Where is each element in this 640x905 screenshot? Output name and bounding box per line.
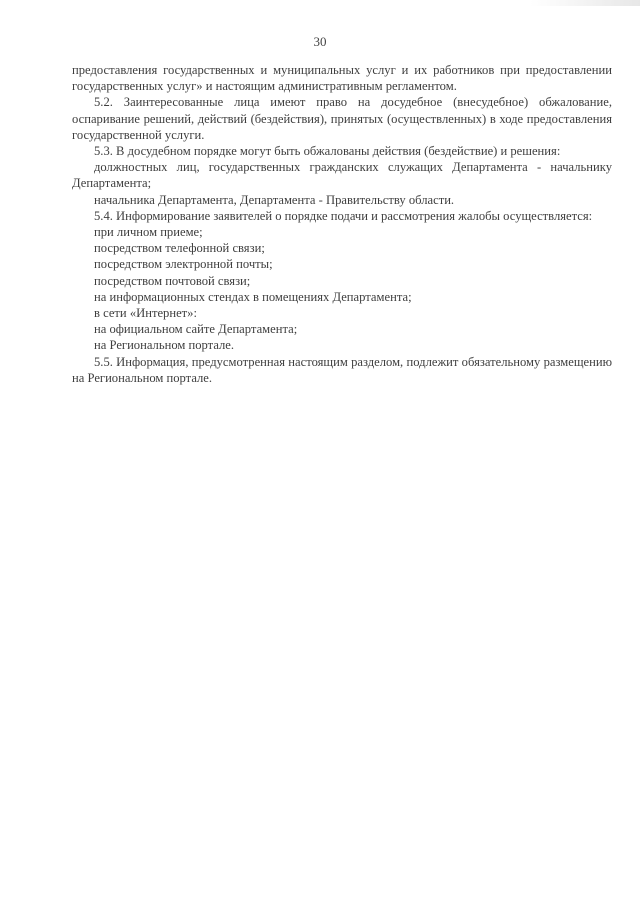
list-item: на Региональном портале.: [94, 338, 235, 353]
list-item: посредством телефонной связи;: [94, 241, 265, 256]
paragraph-5-3-item-officials: должностных лиц, государственных гражданских служащих Департамента - начальнику Департамента;: [72, 160, 612, 191]
list-item: при личном приеме;: [94, 225, 203, 240]
page-number: 30: [313, 34, 327, 49]
paragraph-5-3-item-head: начальника Департамента, Департамента - Правительству области.: [94, 192, 455, 207]
paragraph-continuation: предоставления государственных и муниципальных услуг и их работников при предоставлении государственных услуг» и настоящим административным регламентом.: [72, 63, 612, 94]
list-item: на информационных стендах в помещениях Департамента;: [94, 289, 412, 304]
paragraph-5-5: 5.5. Информация, предусмотренная настоящим разделом, подлежит обязательному размещению на Региональном портале.: [72, 354, 612, 385]
list-item: в сети «Интернет»:: [94, 306, 197, 321]
paragraph-5-4: 5.4. Информирование заявителей о порядке подачи и рассмотрения жалобы осуществляется:: [94, 208, 593, 223]
list-item: посредством электронной почты;: [94, 257, 273, 272]
scan-edge-mark: [530, 0, 640, 6]
paragraph-5-3: 5.3. В досудебном порядке могут быть обжалованы действия (бездействие) и решения:: [94, 144, 561, 159]
document-body: [72, 62, 612, 386]
list-item: посредством почтовой связи;: [94, 273, 251, 288]
list-item: на официальном сайте Департамента;: [94, 322, 298, 337]
paragraph-5-2: 5.2. Заинтересованные лица имеют право на досудебное (внесудебное) обжалование, оспаривание решений, действий (бездействия), принятых (осуществленных) в ходе предоставления государственной услуги.: [72, 95, 612, 142]
